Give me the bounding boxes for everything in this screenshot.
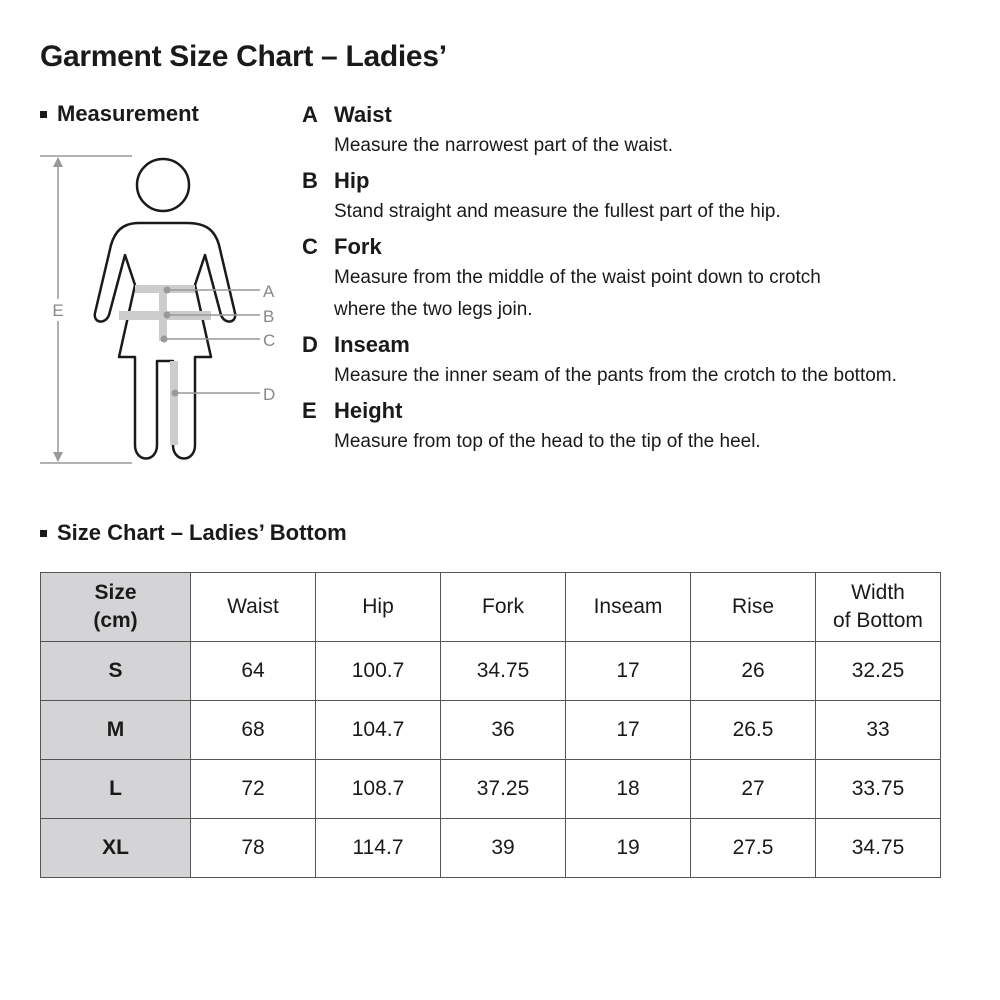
figure-label-a: A [263,282,275,301]
definition-letter: A [302,102,318,127]
table-cell: 72 [191,760,316,819]
size-cell: XL [41,819,191,878]
column-header-rise: Rise [691,573,816,642]
table-cell: 108.7 [316,760,441,819]
table-cell: 27.5 [691,819,816,878]
table-cell: 33 [816,701,941,760]
definition-letter: B [302,168,318,193]
definition-letter: D [302,332,318,357]
definition-height [302,396,992,458]
definition-name: Hip [334,168,370,193]
table-cell: 17 [566,701,691,760]
table-cell: 26.5 [691,701,816,760]
figure-label-b: B [263,307,275,326]
table-cell: 100.7 [316,642,441,701]
column-header-waist: Waist [191,573,316,642]
column-header-size: Size (cm) [41,573,191,642]
bullet-square-icon [40,111,47,118]
definition-hip [302,166,992,228]
figure-label-d: D [263,385,276,404]
table-cell: 36 [441,701,566,760]
definition-name: Inseam [334,332,410,357]
table-cell: 26 [691,642,816,701]
table-cell: 18 [566,760,691,819]
column-header-width-of-bottom: Width of Bottom [816,573,941,642]
table-cell: 64 [191,642,316,701]
definition-description: Stand straight and measure the fullest part of the hip. [334,201,781,222]
table-row [41,760,941,819]
table-cell: 114.7 [316,819,441,878]
size-chart-heading [40,520,347,546]
definition-description [302,262,992,326]
definition-letter: C [302,234,318,259]
definition-name: Fork [334,234,382,259]
definition-description: Measure the inner seam of the pants from the crotch to the bottom. [334,365,897,386]
size-cell: S [41,642,191,701]
table-row [41,642,941,701]
table-cell: 68 [191,701,316,760]
table-cell: 78 [191,819,316,878]
table-cell: 39 [441,819,566,878]
definition-description: Measure the narrowest part of the waist. [334,135,673,156]
table-cell: 19 [566,819,691,878]
table-cell: 33.75 [816,760,941,819]
size-chart-table [40,572,941,878]
figure-label-c: C [263,331,276,350]
definition-description-line: Measure from the middle of the waist point down to crotch [334,267,821,288]
body-silhouette-icon [35,145,295,475]
column-header-hip: Hip [316,573,441,642]
measurement-definitions [302,100,992,462]
definition-fork [302,232,992,326]
definition-letter: E [302,398,317,423]
column-header-fork: Fork [441,573,566,642]
table-row [41,701,941,760]
table-cell: 34.75 [816,819,941,878]
table-cell: 37.25 [441,760,566,819]
column-header-inseam: Inseam [566,573,691,642]
size-cell: L [41,760,191,819]
measurement-heading-label: Measurement [57,101,199,126]
definition-waist [302,100,992,162]
definition-description-line: where the two legs join. [334,299,533,320]
table-header-row [41,573,941,642]
figure-label-e: E [52,301,64,320]
definition-inseam [302,330,992,392]
body-measurement-figure [35,145,295,475]
definition-name: Waist [334,102,392,127]
definition-description: Measure from top of the head to the tip of the heel. [334,431,761,452]
table-cell: 104.7 [316,701,441,760]
table-cell: 34.75 [441,642,566,701]
size-chart-table-wrapper [40,572,941,878]
table-cell: 27 [691,760,816,819]
size-cell: M [41,701,191,760]
bullet-square-icon [40,530,47,537]
table-cell: 17 [566,642,691,701]
size-chart-heading-label: Size Chart – Ladies’ Bottom [57,520,347,545]
page-title: Garment Size Chart – Ladies’ [40,40,447,73]
definition-name: Height [334,398,403,423]
measurement-heading [40,101,199,127]
table-cell: 32.25 [816,642,941,701]
table-row [41,819,941,878]
